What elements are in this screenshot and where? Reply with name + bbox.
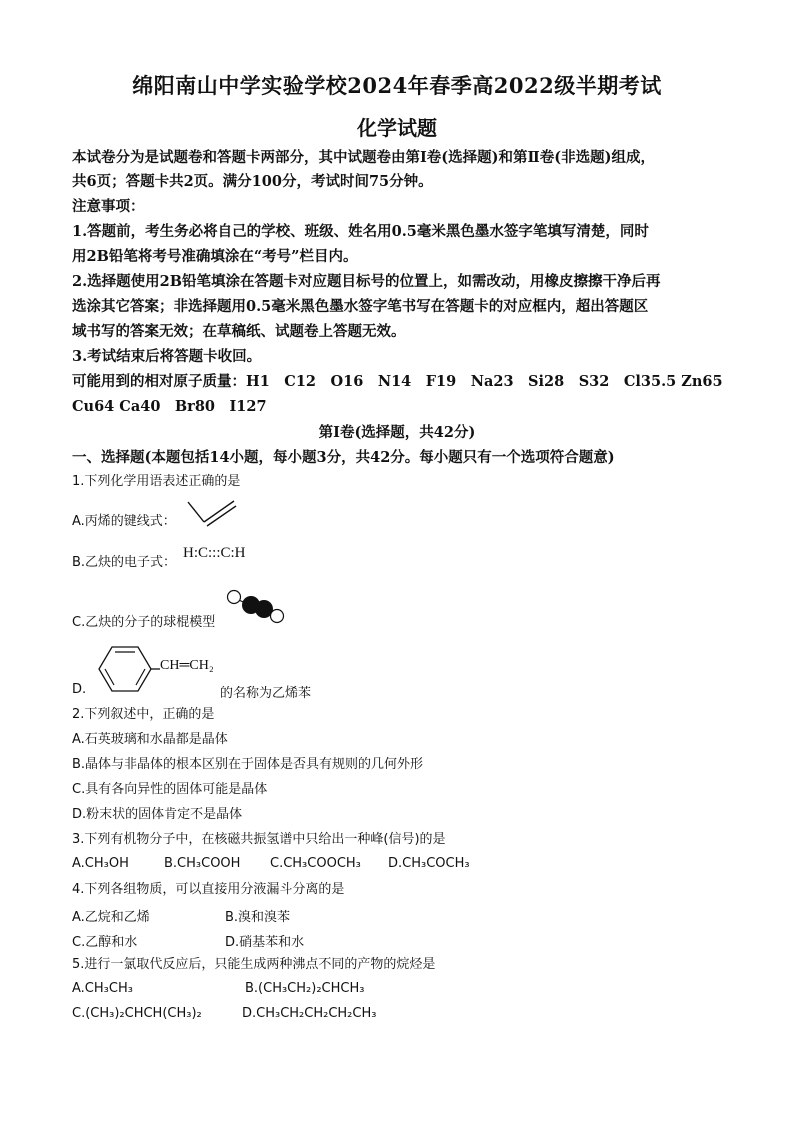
- q3-option-b: B.CH₃COOH: [164, 856, 241, 871]
- q5-option-b: B.(CH₃CH₂)₂CHCH₃: [245, 981, 365, 996]
- notes-title: 注意事项：: [72, 198, 145, 215]
- section-heading: 一、选择题(本题包括14小题，每小题3分，共42分。每小题只有一个选项符合题意): [72, 449, 615, 466]
- q3-option-d: D.CH₃COCH₃: [388, 856, 470, 871]
- q1-option-c: C.乙炔的分子的球棍模型: [72, 615, 216, 630]
- q5-stem: 5.进行一氯取代反应后，只能生成两种沸点不同的产物的烷烃是: [72, 957, 436, 972]
- atomic-masses-a: 可能用到的相对原子质量：H1 C12 O16 N14 F19 Na23 Si28 S32 Cl35.5 Zn65: [72, 373, 723, 390]
- intro-line-1: 本试卷分为是试题卷和答题卡两部分，其中试题卷由第Ⅰ卷(选择题)和第Ⅱ卷(非选题)组成，: [72, 149, 655, 166]
- exam-subtitle: 化学试题: [357, 116, 437, 140]
- part1-heading: 第Ⅰ卷(选择题，共42分): [318, 424, 476, 441]
- q3-option-a: A.CH₃OH: [72, 856, 129, 871]
- propene-skeletal-icon: [186, 498, 238, 528]
- note-1b: 用2B铅笔将考号准确填涂在“考号”栏目内。: [72, 248, 358, 265]
- q2-stem: 2.下列叙述中，正确的是: [72, 707, 215, 722]
- exam-title: 绵阳南山中学实验学校2024年春季高2022级半期考试: [132, 73, 662, 98]
- q4-option-b: B.溴和溴苯: [225, 910, 291, 925]
- q4-option-c: C.乙醇和水: [72, 935, 138, 950]
- q1-stem: 1.下列化学用语表述正确的是: [72, 474, 241, 489]
- q3-stem: 3.下列有机物分子中，在核磁共振氢谱中只给出一种峰(信号)的是: [72, 832, 446, 847]
- benzene-ring-icon: [92, 642, 162, 696]
- q2-option-d: D.粉末状的固体肯定不是晶体: [72, 807, 243, 822]
- ball-stick-model-icon: [224, 588, 288, 624]
- q2-option-a: A.石英玻璃和水晶都是晶体: [72, 732, 228, 747]
- intro-line-2: 共6页；答题卡共2页。满分100分，考试时间75分钟。: [72, 173, 433, 190]
- q1-option-d-tail: 的名称为乙烯苯: [220, 686, 312, 701]
- note-2c: 域书写的答案无效；在草稿纸、试题卷上答题无效。: [72, 323, 406, 340]
- atomic-masses-b: Cu64 Ca40 Br80 I127: [72, 398, 267, 415]
- q2-option-c: C.具有各向异性的固体可能是晶体: [72, 782, 268, 797]
- q4-option-d: D.硝基苯和水: [225, 935, 305, 950]
- acetylene-electron-formula: H:C:::C:H: [183, 545, 246, 561]
- q5-option-a: A.CH₃CH₃: [72, 981, 133, 996]
- q1-option-b: B.乙炔的电子式：: [72, 555, 177, 570]
- note-2b: 选涂其它答案；非选择题用0.5毫米黑色墨水签字笔书写在答题卡的对应框内，超出答题区: [72, 298, 649, 315]
- note-1a: 1.答题前，考生务必将自己的学校、班级、姓名用0.5毫米黑色墨水签字笔填写清楚，同时: [72, 223, 649, 240]
- note-3: 3.考试结束后将答题卡收回。: [72, 348, 262, 365]
- vinyl-group-label: CH═CH₂: [160, 658, 214, 673]
- q2-option-b: B.晶体与非晶体的根本区别在于固体是否具有规则的几何外形: [72, 757, 424, 772]
- note-2a: 2.选择题使用2B铅笔填涂在答题卡对应题目标号的位置上，如需改动，用橡皮擦擦干净后再: [72, 273, 661, 290]
- q1-option-a: A.丙烯的键线式：: [72, 514, 176, 529]
- q4-option-a: A.乙烷和乙烯: [72, 910, 150, 925]
- q5-option-d: D.CH₃CH₂CH₂CH₂CH₃: [242, 1006, 377, 1021]
- q5-option-c: C.(CH₃)₂CHCH(CH₃)₂: [72, 1006, 202, 1021]
- q4-stem: 4.下列各组物质，可以直接用分液漏斗分离的是: [72, 882, 345, 897]
- q1-option-d: D.: [72, 682, 87, 697]
- q3-option-c: C.CH₃COOCH₃: [270, 856, 361, 871]
